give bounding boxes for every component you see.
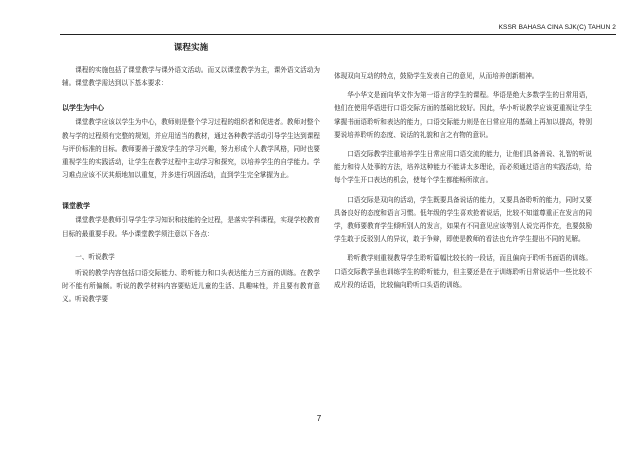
intro-paragraph: 课程的实施包括了课堂教学与课外语文活动。而又以课堂教学为主，课外语文活动为辅。课堂教学需达到以下基本要求： <box>62 66 320 88</box>
student-centered-paragraph: 课堂教学应该以学生为中心，教师则是整个学习过程的组织者和促进者。教师对整个教与学的过程须有完整的规划，并应用适当的教材，通过各种教学活动引导学生达到课程与评价标准的目标。教师要善于激发学生的学习兴趣，努力形成个人教学风格，同时也要重视学生的实践活动，让学生在教学过程中主动学习和探究，以培养学生的自学能力。学习难点应该不厌其烦地加以重复，并多进行巩固活动，直到学生完全掌握为止。 <box>62 118 320 180</box>
section-heading-student-centered: 以学生为中心 <box>62 104 104 113</box>
left-column <box>62 42 320 306</box>
header-rule <box>60 34 616 35</box>
huaxiao-chinese-paragraph: 华小华文是面向华文作为第一语言的学生的课程。华语是绝大多数学生的日常用语，他们在使用华语进行口语交际方面的基础比较好。因此，华小听说教学应该更重视让学生掌握书面语聆听和表达的能力，口语交际能力则是在日常应用的基础上再加以提高，特别要说培养聆听的态度、说话的礼貌和言之有物的意识。 <box>334 91 592 139</box>
subheading-listening-speaking: 一、听说教学 <box>75 252 115 261</box>
two-way-activity-paragraph: 口语交际是双向的活动，学生既要具备说话的能力，又要具备聆听的能力，同时又要具备良好的态度和语言习惯。低年级的学生喜欢抢着说话，比较不知道尊重正在发言的同学，教师要教育学生倾听别人的发言，如果有不同意见应该等别人说完再作充，也要鼓励学生敢于反驳别人的异议，敢于争辩，即使是教师的看法也允许学生提出不同的见解。 <box>334 195 592 244</box>
continuation-paragraph: 体现双向互动的特点，鼓励学生发表自己的意见，从而培养创新精神。 <box>334 72 539 80</box>
section-heading-classroom-teaching: 课堂教学 <box>62 202 90 211</box>
running-header: KSSR BAHASA CINA SJK(C) TAHUN 2 <box>498 24 616 31</box>
page-number: 7 <box>316 414 322 423</box>
listening-teaching-paragraph: 聆听教学则重视教导学生聆听篇幅比较长的一段话，而且偏向于聆听书面语的训练。口语交际教学虽也训练学生的聆听能力，但主要还是在于训练聆听日常说话中一些比较不成片段的话语，比较偏向聆听口头语的训练。 <box>334 254 592 289</box>
listening-speaking-paragraph: 听说的教学内容包括口语交际能力、聆听能力和口头表达能力三方面的训练。在教学时不能有所偏颇。听说的教学材料内容要贴近儿童的生活、具趣味性，并且要有教育意义。听说教学要 <box>62 268 320 304</box>
classroom-teaching-paragraph: 课堂教学是教师引导学生学习知识和技能的全过程，是落实学科课程，实现学校教育目标的最重要手段。华小课堂教学须注意以下各点： <box>62 216 320 238</box>
page-title: 课程实施 <box>173 43 209 53</box>
right-column <box>334 70 592 292</box>
oral-communication-paragraph: 口语交际教学注重培养学生日常应用口语交流的能力，让他们具备善说、礼智的听说能力和待人处事的方法，培养这种能力不能讲太多理论，而必须通过语言的实践活动，给每个学生开口表达的机会，使每个学生都能畅所欲言。 <box>334 150 592 185</box>
